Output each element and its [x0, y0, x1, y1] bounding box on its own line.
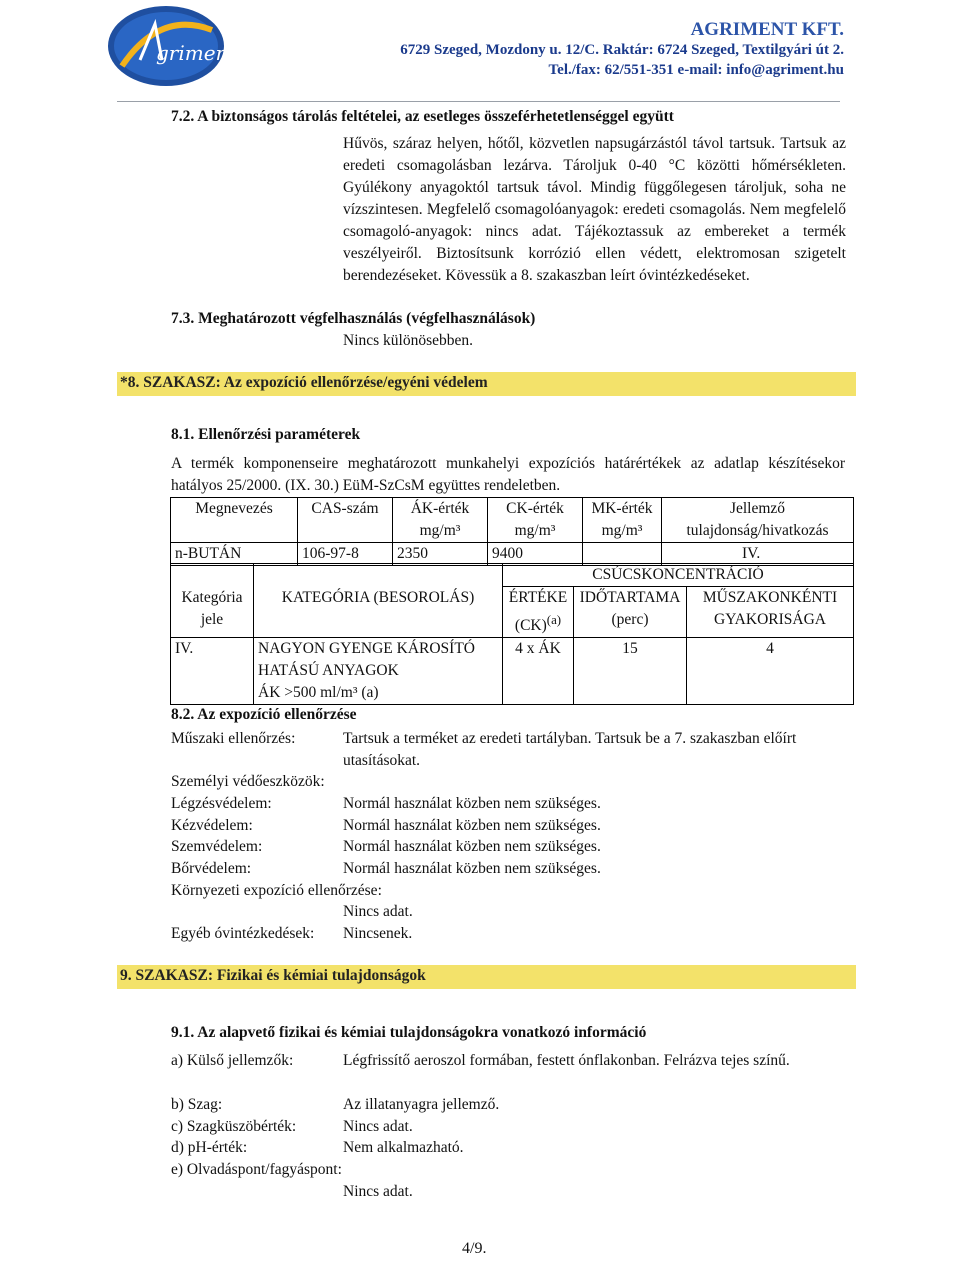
section-8-2-heading: 8.2. Az expozíció ellenőrzése	[171, 706, 357, 723]
t2-cell-description	[254, 638, 503, 705]
company-info	[400, 20, 844, 80]
company-contact: Tel./fax: 62/551-351 e-mail: info@agriment.hu	[548, 62, 844, 78]
other-measures-label: Egyéb óvintézkedések:	[171, 925, 315, 942]
ph-value: Nem alkalmazható.	[343, 1139, 464, 1156]
odor-threshold-label: c) Szagküszöbérték:	[171, 1118, 297, 1135]
th-ak: ÁK-érték	[393, 498, 488, 521]
cell-ak: 2350	[393, 543, 488, 566]
melting-point-label: e) Olvadáspont/fagyáspont:	[171, 1161, 342, 1178]
sub-ak: mg/m³	[393, 520, 488, 543]
t2-empty-1	[171, 564, 254, 587]
section-8-1-heading: 8.1. Ellenőrzési paraméterek	[171, 426, 361, 443]
t2-value-line1: ÉRTÉKE	[508, 589, 568, 606]
section-8-title: *8. SZAKASZ: Az expozíció ellenőrzése/egyéni védelem	[120, 374, 488, 391]
company-address: 6729 Szeged, Mozdony u. 12/C. Raktár: 6724 Szeged, Textilgyári út 2.	[400, 42, 844, 58]
table-row	[171, 638, 854, 705]
t2-duration-line1: IDŐTARTAMA	[579, 589, 681, 606]
th-cas: CAS-szám	[298, 498, 393, 521]
t2-category-line1: Kategória	[181, 588, 243, 606]
t2-duration-header	[574, 587, 687, 638]
odor-threshold-value: Nincs adat.	[343, 1118, 413, 1135]
sub-name	[171, 520, 298, 543]
environmental-label: Környezeti expozíció ellenőrzése:	[171, 882, 382, 899]
odor-label: b) Szag:	[171, 1096, 223, 1113]
skin-label: Bőrvédelem:	[171, 860, 252, 877]
other-measures-value: Nincsenek.	[343, 925, 413, 942]
sub-cas	[298, 520, 393, 543]
t2-desc-line3: ÁK >500 ml/m³ (a)	[258, 684, 379, 702]
eye-label: Szemvédelem:	[171, 838, 263, 855]
th-ck: CK-érték	[488, 498, 583, 521]
table-header-row	[171, 498, 854, 521]
appearance-value: Légfrissítő aeroszol formában, festett ónflakonban. Felrázva tejes színű.	[343, 1052, 790, 1069]
section-7-2-heading: 7.2. A biztonságos tárolás feltételei, az esetleges összeférhetetlenséggel együtt	[171, 108, 674, 125]
th-mk: MK-érték	[583, 498, 662, 521]
th-property: Jellemző	[662, 498, 854, 521]
t2-category-line2: jele	[200, 610, 224, 628]
cell-ck: 9400	[488, 543, 583, 566]
section-7-3-heading: 7.3. Meghatározott végfelhasználás (végfelhasználások)	[171, 310, 536, 327]
page-number: 4/9.	[462, 1240, 487, 1257]
section-9-1-heading: 9.1. Az alapvető fizikai és kémiai tulajdonságokra vonatkozó információ	[171, 1024, 647, 1041]
t2-cell-category: IV.	[171, 638, 254, 705]
cell-name: n-BUTÁN	[171, 543, 298, 566]
personal-protection-label: Személyi védőeszközök:	[171, 773, 325, 790]
respiratory-value: Normál használat közben nem szükséges.	[343, 795, 601, 812]
logo-text: griment	[156, 41, 232, 65]
peak-concentration-table	[170, 563, 854, 705]
t2-category-header	[171, 587, 254, 638]
table-subheader-row	[171, 520, 854, 543]
section-7-2-text: Hűvös, száraz helyen, hőtől, közvetlen napsugárzástól távol tartsuk. Tartsuk az eredeti csomagolásban lezárva. Tároljuk 0-40 °C közötti hőmérsékleten. Gyúlékony anyagoktól tartsuk távol. Mindig függőlegesen tároljuk, soha ne vízszintesen. Megfelelő csomagolóanyagok: eredeti csomagolás. Nem megfelelő csomagoló-anyagok: nincs adat. Tájékoztassuk az embereket a termék veszélyeiről. Biztosítsunk korrózió ellen védett, elektromosan szigetelt berendezéseket. Kövessük a 8. szakaszban leírt óvintézkedéseket.	[343, 135, 846, 284]
t2-frequency-header	[687, 587, 854, 638]
sub-property: tulajdonság/hivatkozás	[662, 520, 854, 543]
t2-frequency-line2: GYAKORISÁGA	[714, 611, 826, 628]
environmental-value: Nincs adat.	[343, 903, 413, 920]
exposure-limits-table	[170, 497, 854, 566]
t2-empty-2	[254, 564, 503, 587]
melting-point-value: Nincs adat.	[343, 1183, 413, 1200]
t2-classification-header: KATEGÓRIA (BESOROLÁS)	[254, 587, 503, 638]
table2-header-row	[171, 587, 854, 638]
section-9-bar	[117, 965, 856, 989]
ph-label: d) pH-érték:	[171, 1139, 248, 1156]
cell-cas: 106-97-8	[298, 543, 393, 566]
company-logo	[100, 0, 232, 92]
t2-peak-header: CSÚCSKONCENTRÁCIÓ	[503, 564, 854, 587]
hand-value: Normál használat közben nem szükséges.	[343, 817, 601, 834]
t2-value-header	[503, 587, 574, 638]
th-name: Megnevezés	[171, 498, 298, 521]
odor-value: Az illatanyagra jellemző.	[343, 1096, 500, 1113]
section-8-1-text: A termék komponenseire meghatározott munkahelyi expozíciós határértékek az adatlap készítésekor hatályos 25/2000. (IX. 30.) EüM-SzCsM együttes rendeletben.	[171, 455, 845, 494]
t2-cell-frequency: 4	[687, 638, 854, 705]
skin-value: Normál használat közben nem szükséges.	[343, 860, 601, 877]
company-name: AGRIMENT KFT.	[690, 19, 844, 40]
section-9-title: 9. SZAKASZ: Fizikai és kémiai tulajdonságok	[120, 967, 426, 984]
technical-control-label: Műszaki ellenőrzés:	[171, 730, 296, 747]
cell-property: IV.	[662, 543, 854, 566]
section-7-3-text: Nincs különösebben.	[343, 332, 474, 349]
technical-control-value: Tartsuk a terméket az eredeti tartályban. Tartsuk be a 7. szakaszban előírt utasításokat.	[343, 730, 797, 769]
eye-value: Normál használat közben nem szükséges.	[343, 838, 601, 855]
t2-desc-line1: NAGYON GYENGE KÁROSÍTÓ	[258, 640, 475, 658]
table2-top-row	[171, 564, 854, 587]
t2-desc-line2: HATÁSÚ ANYAGOK	[258, 662, 399, 680]
appearance-label: a) Külső jellemzők:	[171, 1052, 294, 1069]
sub-ck: mg/m³	[488, 520, 583, 543]
sub-mk: mg/m³	[583, 520, 662, 543]
header-divider	[117, 101, 840, 102]
hand-label: Kézvédelem:	[171, 817, 253, 834]
t2-value-line2: (CK)$^{(a)}$	[514, 612, 562, 635]
t2-frequency-line1: MŰSZAKONKÉNTI	[702, 589, 838, 606]
respiratory-label: Légzésvédelem:	[171, 795, 272, 812]
section-8-bar	[117, 372, 856, 396]
t2-duration-line2: (perc)	[611, 611, 649, 628]
t2-cell-duration: 15	[574, 638, 687, 705]
t2-cell-value: 4 x ÁK	[503, 638, 574, 705]
